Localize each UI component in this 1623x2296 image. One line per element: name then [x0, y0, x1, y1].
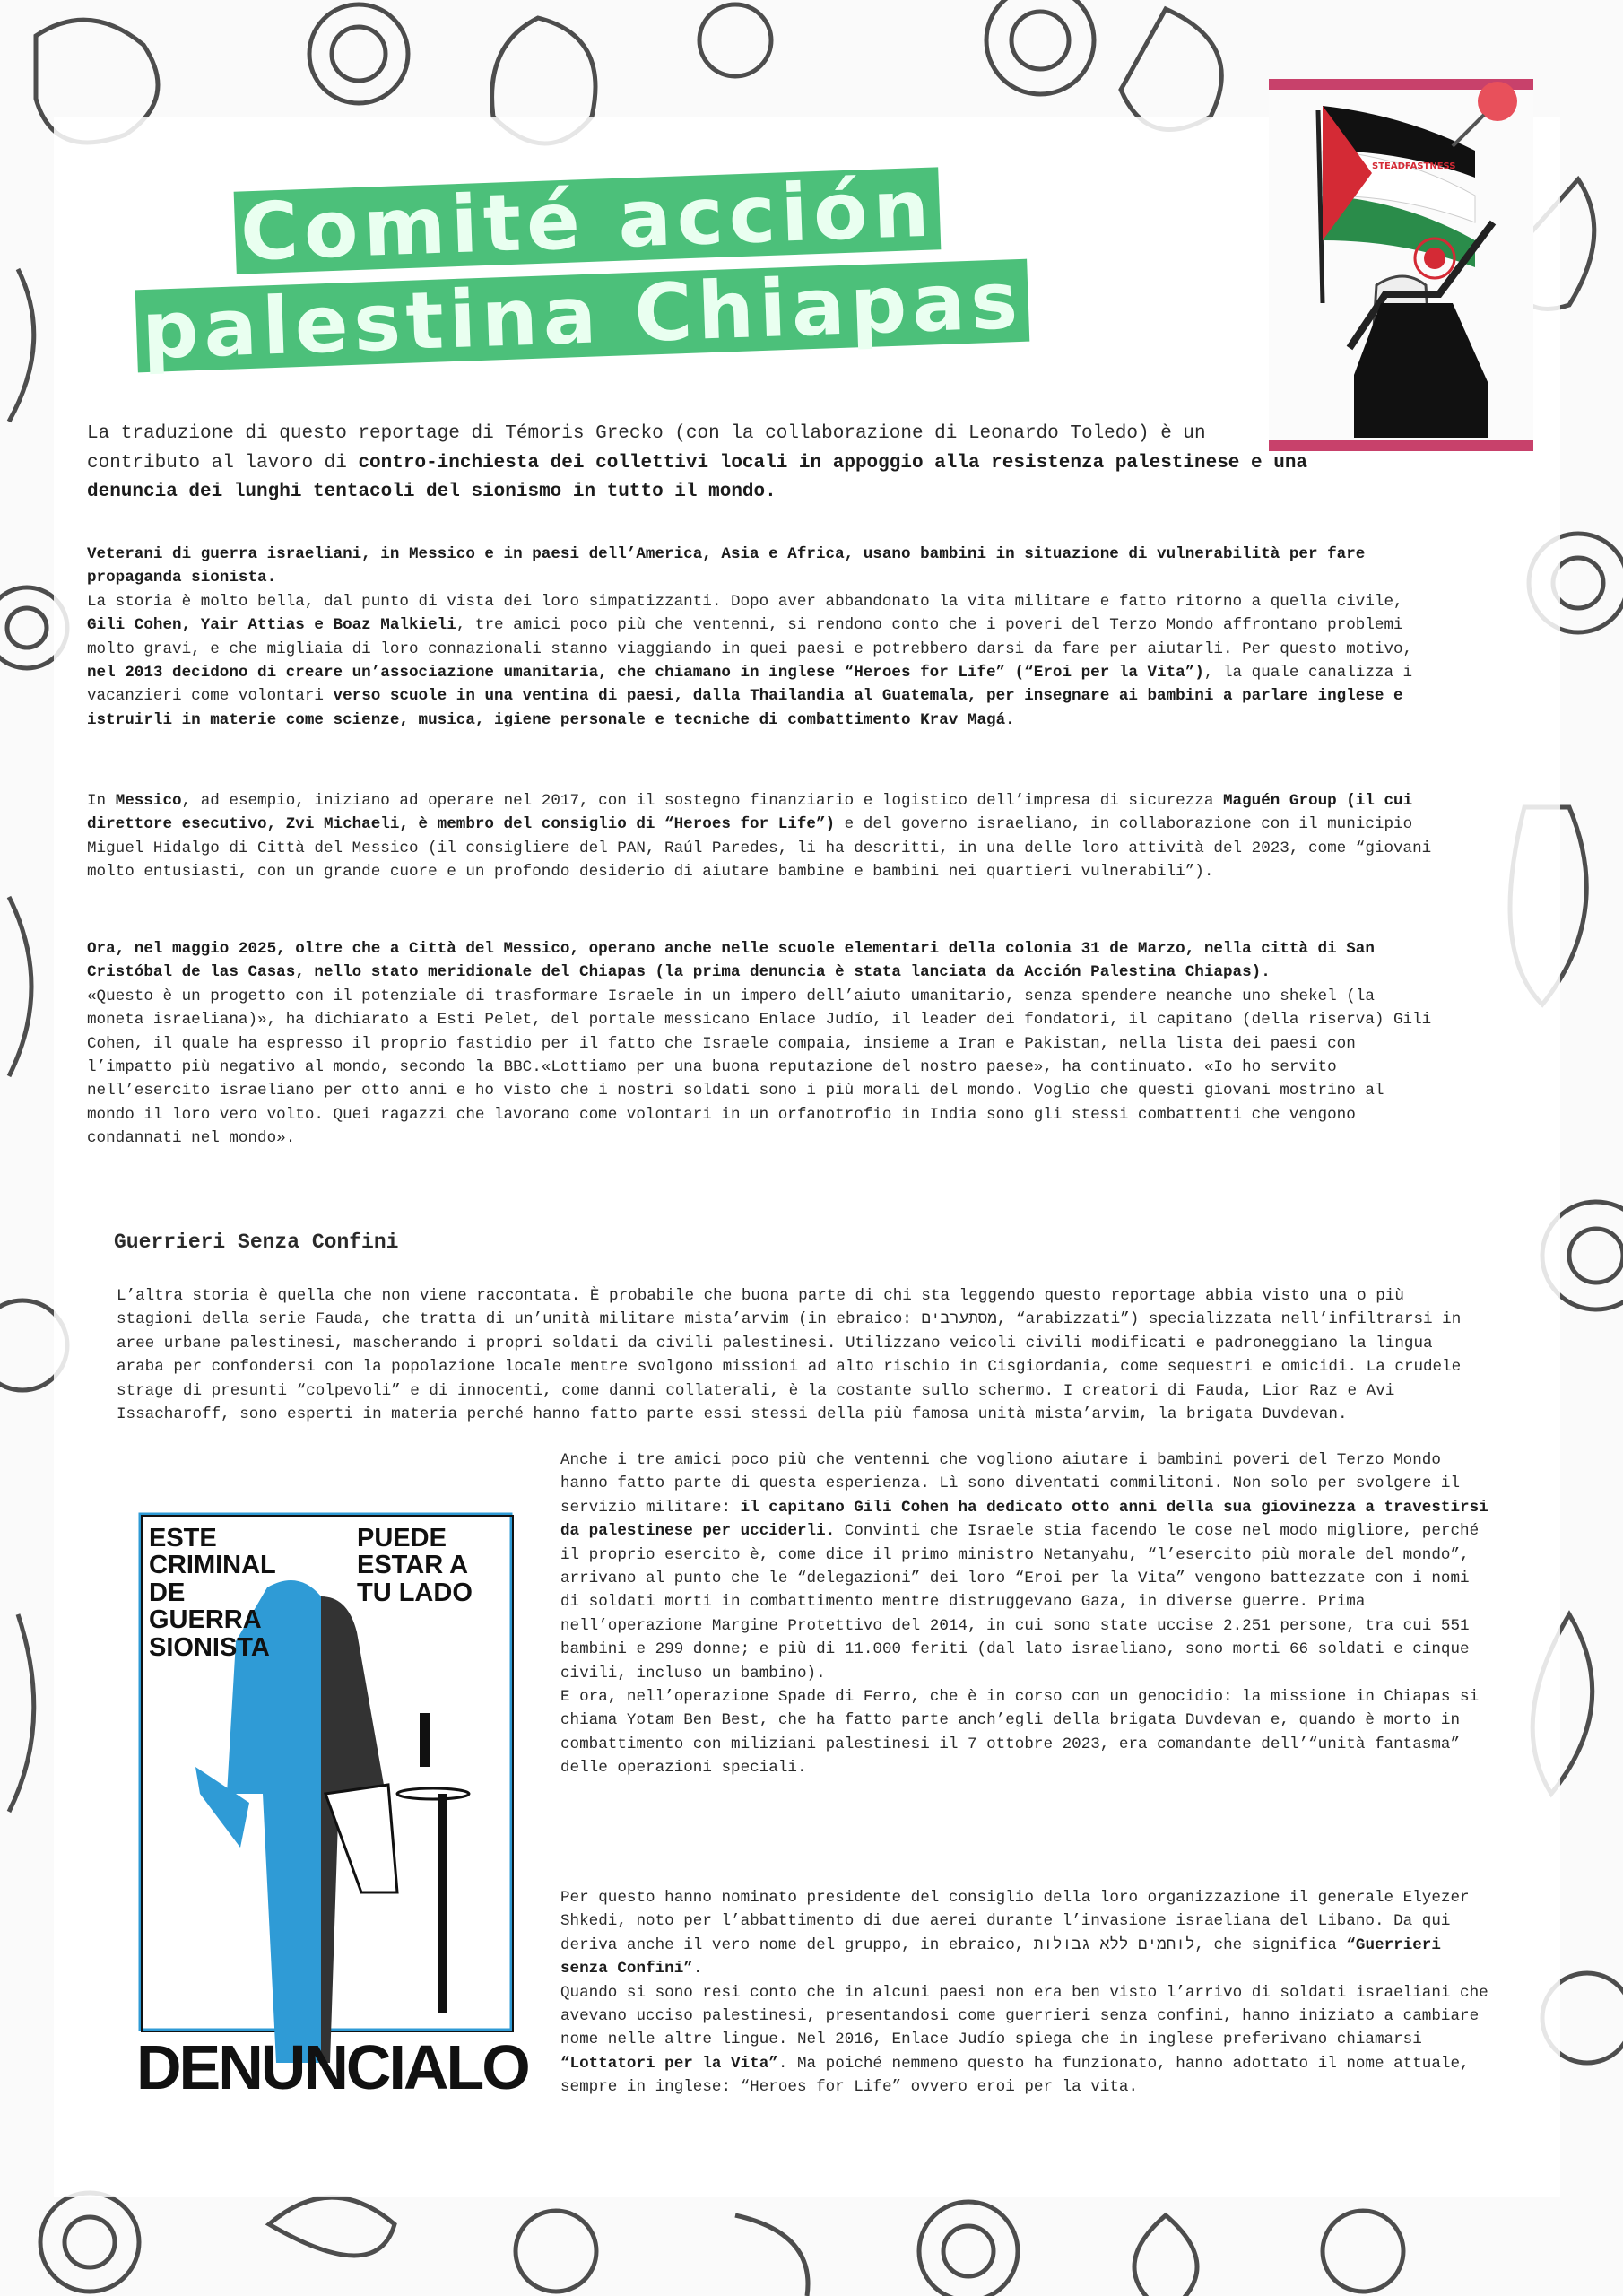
svg-text:STEADFASTNESS: STEADFASTNESS	[1372, 161, 1456, 171]
denuncialo-poster	[133, 1507, 528, 2102]
poster-bottom-text: DENUNCIALO	[136, 2032, 528, 2102]
poster-right-text: PUEDE ESTAR A TU LADO	[357, 1524, 473, 1607]
flag-illustration	[1269, 79, 1533, 451]
pushpin-icon	[1444, 70, 1533, 160]
section-mexico: In Messico, ad esempio, iniziano ad operare nel 2017, con il sostegno finanziario e logistico dell’impresa di sicurezza Maguén Group (il cui direttore esecutivo, Zvi Michaeli, è membro del consiglio di “Heroes for Life”) e del governo israeliano, in collaborazione con il municipio Miguel Hidalgo di Città del Messico (il consigliere del PAN, Raúl Paredes, li ha descritti, in una delle loro attività del 2023, come “giovani molto entusiasti, con un grande cuore e un profondo desiderio di aiutare bambine e bambini nei quartieri vulnerabili”).	[87, 792, 1432, 882]
section-guerrieri-p2: Anche i tre amici poco più che ventenni che vogliono aiutare i bambini poveri del Terzo Mondo hanno fatto parte di questa esperienza. Lì sono diventati commilitoni. Non solo per svolgere il servizio militare: il capitano Gili Cohen ha dedicato otto anni della sua giovinezza a travestirsi da palestinese per ucciderli. Convinti che Israele stia facendo le cose nel modo migliore, perché il proprio esercito è, come dice il primo ministro Netanyahu, “l’esercito più morale del mondo”, arrivano al punto che le “delegazioni” dei loro “Eroi per la Vita” vengono battezzate con i nomi di soldati morti in combattimento mentre distruggevano Gaza, in diverse guerre. Prima nell’operazione Margine Protettivo del 2014, in cui sono state uccise 2.251 persone, tra cui 551 bambini e 299 donne; e più di 11.000 feriti (dal lato israeliano, sono morti 66 soldati e cinque civili, incluso un bambino). E ora, nell’operazione Spade di Ferro, che è in corso con un genocidio: la missione in Chiapas si chiama Yotam Ben Best, che ha fatto parte anch’egli della brigata Duvdevan e, quando è morto in combattimento con miliziani palestinesi il 7 ottobre 2023, era comandante dell’“unità fantasma” delle operazioni speciali.	[560, 1451, 1488, 1778]
section-guerrieri-p3: Per questo hanno nominato presidente del consiglio della loro organizzazione il generale Elyezer Shkedi, noto per l’abbattimento di due aerei durante l’invasione israeliana del Libano. Da qui deriva anche il vero nome del gruppo, in ebraico, לוחמים ללא גבולות, che significa “Guerrieri senza Confini”. Quando si sono resi conto che in alcuni paesi non era ben visto l’arrivo di soldati israeliani che avevano ucciso palestinesi, presentandosi come guerrieri senza confini, hanno iniziato a cambiare nome nelle altre lingue. Nel 2016, Enlace Judío spiega che in inglese preferivano chiamarsi “Lottatori per la Vita”. Ma poiché nemmeno questo ha funzionato, hanno adottato il nome attuale, sempre in inglese: “Heroes for Life” ovvero eroi per la vita.	[560, 1889, 1488, 2097]
section-lead: Veterani di guerra israeliani, in Messico e in paesi dell’America, Asia e Africa, usano bambini in situazione di vulnerabilità per fare propaganda sionista.	[87, 545, 1366, 587]
section-heading: Guerrieri Senza Confini	[114, 1231, 399, 1254]
section-chiapas: Ora, nel maggio 2025, oltre che a Città del Messico, operano anche nelle scuole elementari della colonia 31 de Marzo, nella città di San Cristóbal de las Casas, nello stato meridionale del Chiapas (la prima denuncia è stata lanciata da Acción Palestina Chiapas). «Questo è un progetto con il potenziale di trasformare Israele in un impero dell’aiuto umanitario, senza spendere neanche uno shekel (la moneta israeliana)», ha dichiarato a Esti Pelet, del portale messicano Enlace Judío, il leader dei fondatori, il capitano (della riserva) Gili Cohen, il quale ha espresso il proprio fastidio per il fatto che Israele compaia, insieme a Iran e Pakistan, nella lista dei paesi con l’impatto più negativo al mondo, secondo la BBC.«Lottiamo per una buona reputazione del nostro paese», ha continuato. «Io ho servito nell’esercito israeliano per otto anni e ho visto che i nostri soldati sono i più morali del mondo. Voglio che questi giovani mostrino al mondo il loro vero volto. Quei ragazzi che lavorano come volontari in un orfanotrofio in India sono gli stessi combattenti che vengono condannati nel mondo».	[87, 937, 1432, 1151]
page-title	[135, 161, 1031, 378]
section-guerrieri-p1: L’altra storia è quella che non viene raccontata. È probabile che buona parte di chi sta leggendo questo reportage abbia visto una o più stagioni della serie Fauda, che tratta di un’unità militare mista’arvim (in ebraico: מסתערבים, “arabizzati”) specializzata nell’infiltrarsi in aree urbane palestinesi, mascherando i propri soldati da civili palestinesi. Utilizzano veicoli civili modificati e padroneggiano la lingua araba per confondersi con la popolazione locale mentre svolgono missioni ad alto rischio in Cisgiordania, come sequestri e omicidi. La crudele strage di presunti “colpevoli” e di innocenti, come danni collaterali, è la costante sullo schermo. I creatori di Fauda, Lior Raz e Avi Issacharoff, sono esperti in materia perché hanno fatto parte essi stessi della più famosa unità mista’arvim, la brigata Duvdevan.	[117, 1287, 1462, 1423]
section-veterans: Veterani di guerra israeliani, in Messico e in paesi dell’America, Asia e Africa, usano bambini in situazione di vulnerabilità per fare propaganda sionista. La storia è molto bella, dal punto di vista dei loro simpatizzanti. Dopo aver abbandonato la vita militare e fatto ritorno a quella civile, Gili Cohen, Yair Attias e Boaz Malkieli, tre amici poco più che ventenni, si rendono conto che i poveri del Terzo Mondo affrontano problemi molto gravi, e che migliaia di loro connazionali stanno viaggiando in quei paesi e potrebbero darsi da fare per aiutarli. Per questo motivo, nel 2013 decidono di creare un’associazione umanitaria, che chiamano in inglese “Heroes for Life” (“Eroi per la Vita”), la quale canalizza i vacanzieri come volontari verso scuole in una ventina di paesi, dalla Thailandia al Guatemala, per insegnare ai bambini a parlare inglese e istruirli in materie come scienze, musica, igiene personale e tecniche di combattimento Krav Magá.	[87, 543, 1432, 732]
section-lead: Ora, nel maggio 2025, oltre che a Città del Messico, operano anche nelle scuole elementari della colonia 31 de Marzo, nella città di San Cristóbal de las Casas, nello stato meridionale del Chiapas (la prima denuncia è stata lanciata da Acción Palestina Chiapas).	[87, 940, 1375, 982]
title-line-2: palestina Chiapas	[135, 274, 1031, 357]
title-line-1: Comité acción	[233, 179, 1031, 262]
intro: La traduzione di questo reportage di Témoris Grecko (con la collaborazione di Leonardo Toledo) è un contributo al lavoro di contro-inchiesta dei collettivi locali in appoggio alla resistenza palestinese e una denuncia dei lunghi tentacoli del sionismo in tutto il mondo.	[87, 423, 1308, 503]
poster-left-text: ESTE CRIMINAL DE GUERRA SIONISTA	[149, 1524, 276, 1662]
